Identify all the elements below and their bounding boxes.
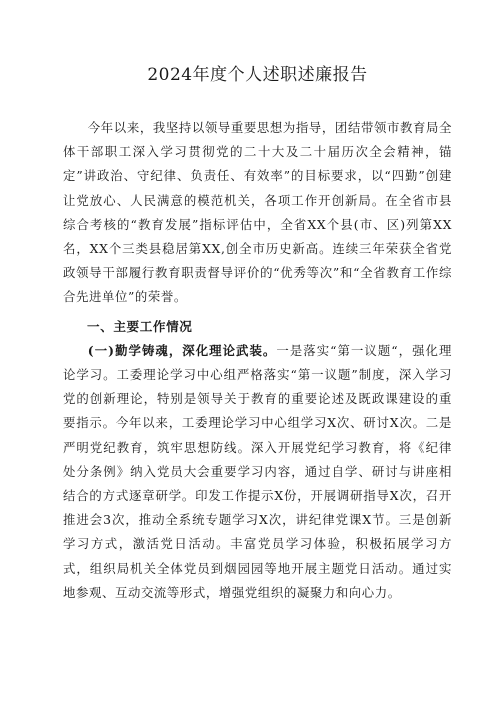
intro-paragraph: 今年以来，我坚持以领导重要思想为指导，团结带领市教育局全体干部职工深入学习贯彻党的二十大及二十届历次全会精神，锚定”讲政治、守纪律、负责任、有效率”的目标要求，以“四勤”创建让党放心、人民满意的模范机关，各项工作开创新局。在全省市县综合考核的“教育发展”指标评估中，全省XX个县(市、区)列第XX名，XX个三类县稳居第XX,创全市历史新高。连续三年荣获全省党政领导干部履行教育职责督导评价的“优秀等次”和“全省教育工作综合先进单位”的荣誉。 xyxy=(63,120,452,305)
subsection-body: 一是落实“第一议题“，强化理论学习。工委理论学习中心组严格落实“第一议题”制度，深入学习党的创新理论，特别是领导关于教育的重要论述及既政课建设的重要指示。今年以来，工委理论学习中心组学习X次、研讨X次。二是严明党纪教育，筑牢思想防线。深入开展党纪学习教育，将《纪律处分条例》纳入党员大会重要学习内容，通过自学、研讨与讲座相结合的方式逐章研学。印发工作提示X份，开展调研指导X次，召开推进会3次，推动全系统专题学习X次，讲纪律党课X节。三是创新学习方式，激活党日活动。丰富党员学习体验，积极拓展学习方式，组织局机关全体党员到烟园园等地开展主题党日活动。通过实地参观、互动交流等形式，增强党组织的凝聚力和向心力。 xyxy=(63,342,452,600)
subsection-heading: (一)勤学铸魂，深化理论武装。 xyxy=(87,342,277,358)
document-title: 2024年度个人述职述廉报告 xyxy=(147,65,368,85)
section-heading: 一、主要工作情况 xyxy=(86,318,193,334)
subsection-paragraph xyxy=(63,339,452,605)
